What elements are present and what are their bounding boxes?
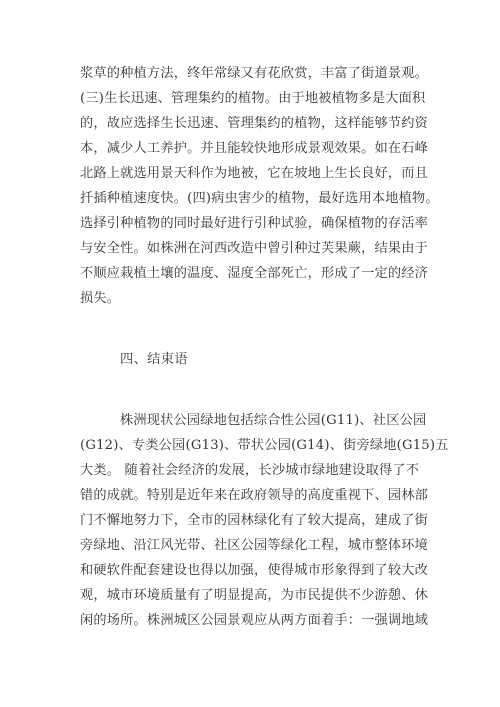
text-line: 的，故应选择生长迅速、管理集约的植物，这样能够节约资 [80,116,429,131]
text-line: 株洲现状公园绿地包括综合性公园(G11)、社区公园 [120,413,427,428]
text-line: 北路上就选用景天科作为地被，它在坡地上生长良好，而且 [80,166,429,181]
text-line: 观，城市环境质量有了明显提高，为市民提供不少游憩、休 [80,588,429,603]
text-line: 浆草的种植方法，终年常绿又有花欣赏，丰富了街道景观。 [80,66,429,81]
text-line: 扦插种植速度快。(四)病虫害少的植物，最好选用本地植物。 [80,191,439,206]
text-line: 大类。 随着社会经济的发展，长沙城市绿地建设取得了不 [80,463,420,478]
section-heading: 四、结束语 [120,352,188,367]
text-line: (G12)、专类公园(G13)、带状公园(G14)、街旁绿地(G15)五 [80,438,449,453]
text-line: 门不懈地努力下，全市的园林绿化有了较大提高，建成了街 [80,513,429,528]
text-line: 旁绿地、沿江风光带、社区公园等绿化工程，城市整体环境 [80,538,429,553]
text-line: 选择引种植物的同时最好进行引种试验，确保植物的存活率 [80,216,429,231]
text-line: 错的成就。特别是近年来在政府领导的高度重视下、园林部 [80,488,429,503]
text-line: 损失。 [80,291,121,306]
text-line: 与安全性。如株洲在河西改造中曾引种过芙果蕨，结果由于 [80,241,429,256]
text-line: 本，减少人工养护。并且能较快地形成景观效果。如在石峰 [80,141,429,156]
text-line: (三)生长迅速、管理集约的植物。由于地被植物多是大面积 [80,91,426,106]
text-line: 不顺应栽植土壤的温度、湿度全部死亡，形成了一定的经济 [80,266,429,281]
text-line: 闲的场所。株洲城区公园景观应从两方面着手：一强调地域 [80,613,429,628]
text-line: 和硬软件配套建设也得以加强，使得城市形象得到了较大改 [80,563,429,578]
